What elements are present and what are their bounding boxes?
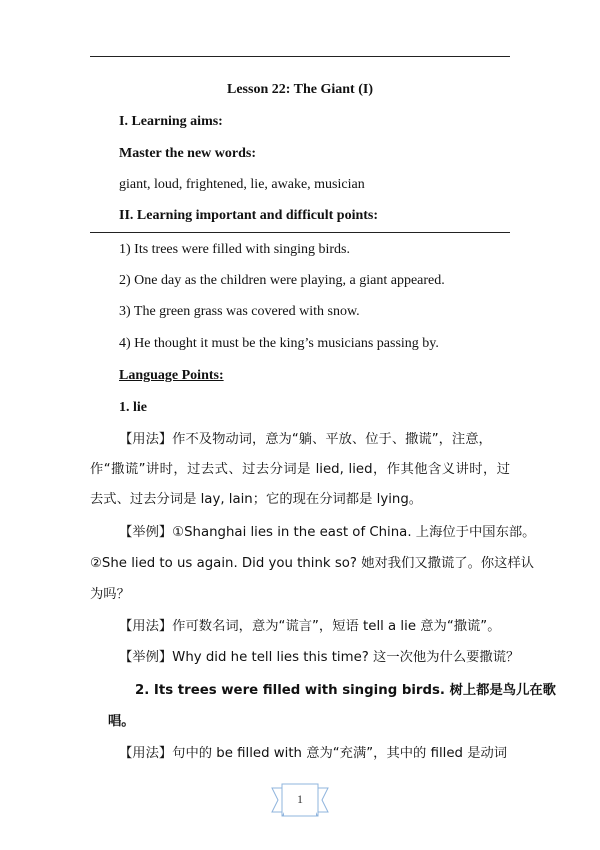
section-rule <box>90 232 510 233</box>
lie-usage-line-3: 去式、过去分词是 lay, lain；它的现在分词都是 lying。 <box>90 492 423 507</box>
page-title: Lesson 22: The Giant (I) <box>227 82 373 97</box>
aims-heading: I. Learning aims: <box>119 114 223 129</box>
words-heading: Master the new words: <box>119 146 256 161</box>
point-item-2: 2) One day as the children were playing, a giant appeared. <box>119 273 445 288</box>
point2-usage: 【用法】句中的 be filled with 意为“充满”，其中的 filled 是动词 <box>119 746 508 761</box>
lie-example-line-2: ②She lied to us again. Did you think so? 她对我们又撒谎了。你这样认 <box>90 556 535 571</box>
lie-example-line-3: 为吗？ <box>90 587 130 602</box>
point-item-1: 1) Its trees were filled with singing birds. <box>119 242 350 257</box>
new-words-list: giant, loud, frightened, lie, awake, musician <box>119 177 365 192</box>
lie-example-line-1: 【举例】①Shanghai lies in the east of China. 上海位于中国东部。 <box>119 525 536 540</box>
lie-example-2: 【举例】Why did he tell lies this time? 这一次他为什么要撒谎？ <box>119 650 520 665</box>
lie-usage-line-2: 作“撒谎”讲时，过去式、过去分词是 lied, lied，作其他含义讲时，过 <box>90 462 510 477</box>
point2-heading-line-2: 唱。 <box>108 714 135 729</box>
points-heading: II. Learning important and difficult points: <box>119 208 379 223</box>
top-rule <box>90 56 510 57</box>
language-points-heading: Language Points: <box>119 368 224 383</box>
page-number-ribbon <box>270 782 330 824</box>
point-item-3: 3) The green grass was covered with snow. <box>119 304 360 319</box>
lie-usage-2: 【用法】作可数名词，意为“谎言”，短语 tell a lie 意为“撒谎”。 <box>119 619 501 634</box>
point2-heading-line-1: 2. Its trees were filled with singing birds. 树上都是鸟儿在歌 <box>135 683 556 698</box>
point-item-4: 4) He thought it must be the king’s musicians passing by. <box>119 336 439 351</box>
lie-usage-line-1: 【用法】作不及物动词，意为“躺、平放、位于、撒谎”，注意， <box>119 432 492 447</box>
lie-heading: 1. lie <box>119 400 147 415</box>
page-number: 1 <box>297 792 303 806</box>
